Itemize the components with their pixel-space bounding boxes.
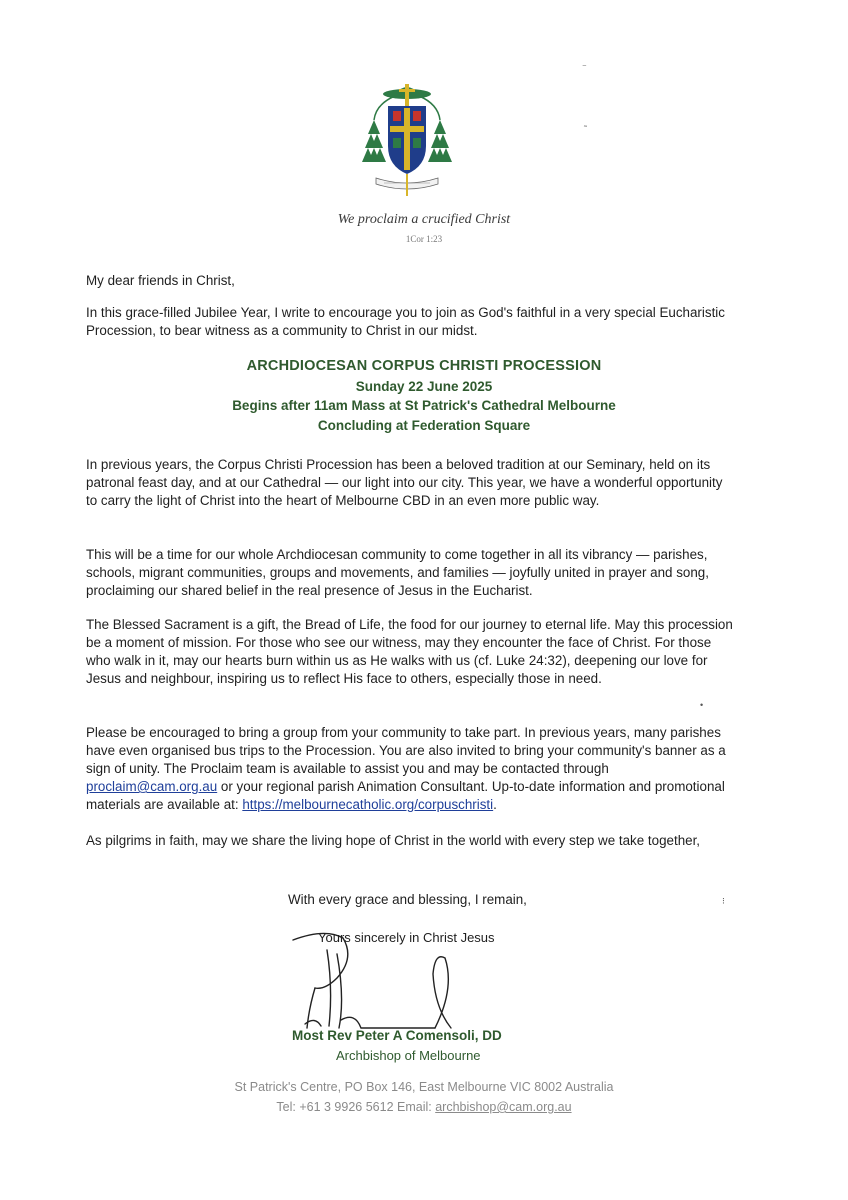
paragraph-5-text-b: or your regional parish Animation Consultant. Up-to-date information and promotional materials are available at:	[86, 779, 725, 812]
event-start: Begins after 11am Mass at St Patrick's Cathedral Melbourne	[232, 398, 616, 413]
footer-contact-prefix: Tel: +61 3 9926 5612 Email:	[276, 1100, 436, 1114]
motto: We proclaim a crucified Christ	[337, 212, 511, 227]
event-date: Sunday 22 June 2025	[355, 378, 493, 394]
paragraph-6: As pilgrims in faith, may we share the living hope of Christ in the world with every step we take together,	[86, 833, 701, 848]
motto-reference: 1Cor 1:23	[405, 234, 443, 244]
scan-speck: ⁝	[722, 896, 725, 906]
paragraph-2: In previous years, the Corpus Christi Procession has been a beloved tradition at our Seminary, held on its patronal feast day, and at our Cathedral — our light into our city. This year, we have a wonderful opportunity to carry the light of Christ into the heart of Melbourne CBD in an even more public way.	[86, 457, 723, 508]
paragraph-1: In this grace-filled Jubilee Year, I write to encourage you to join as God's faithful in a very special Eucharistic Procession, to bear witness as a community to Christ in our midst.	[86, 305, 725, 338]
yours-sincerely: Yours sincerely in Christ Jesus	[318, 930, 495, 945]
corpus-christi-url-link[interactable]: https://melbournecatholic.org/corpuschristi	[242, 797, 494, 812]
paragraph-4: The Blessed Sacrament is a gift, the Bread of Life, the food for our journey to eternal life. May this procession be a moment of mission. For those who see our witness, may they encounter the face of Christ. For those who walk in it, may our hearts burn within us as He walks with us (cf. Luke 24:32), deepening our love for Jesus and neighbour, inspiring us to reflect His face to others, especially those in need.	[86, 617, 733, 686]
coat-of-arms-icon	[362, 80, 452, 200]
signatory-name: Most Rev Peter A Comensoli, DD	[292, 1028, 502, 1043]
closing-line: With every grace and blessing, I remain,	[288, 892, 527, 907]
scan-speck: •	[700, 700, 704, 710]
paragraph-3: This will be a time for our whole Archdiocesan community to come together in all its vibrancy — parishes, schools, migrant communities, groups and movements, and families — joyfully united in prayer and song, proclaiming our shared belief in the real presence of Jesus in the Eucharist.	[86, 547, 709, 598]
archbishop-email-link[interactable]: archbishop@cam.org.au	[435, 1100, 572, 1114]
paragraph-5-text-c: .	[493, 797, 497, 812]
event-block	[0, 357, 848, 435]
handwritten-signature-icon	[285, 928, 475, 1038]
event-title: ARCHDIOCESAN CORPUS CHRISTI PROCESSION	[246, 358, 602, 374]
signatory-title: Archbishop of Melbourne	[336, 1048, 481, 1063]
paragraph-5-text-a: Please be encouraged to bring a group from your community to take part. In previous years, many parishes have even organised bus trips to the Procession. You are also invited to bring your community's banner as a sign of unity. The Proclaim team is available to assist you and may be contacted through	[86, 725, 726, 776]
paragraph-5	[86, 724, 736, 814]
proclaim-email-link[interactable]: proclaim@cam.org.au	[86, 779, 218, 794]
scan-speck: ⁻	[582, 62, 587, 72]
salutation: My dear friends in Christ,	[86, 273, 235, 288]
event-end: Concluding at Federation Square	[317, 417, 531, 433]
scan-speck: ˜	[584, 124, 587, 134]
footer-contact	[0, 1100, 848, 1114]
footer-address: St Patrick's Centre, PO Box 146, East Melbourne VIC 8002 Australia	[234, 1080, 614, 1094]
